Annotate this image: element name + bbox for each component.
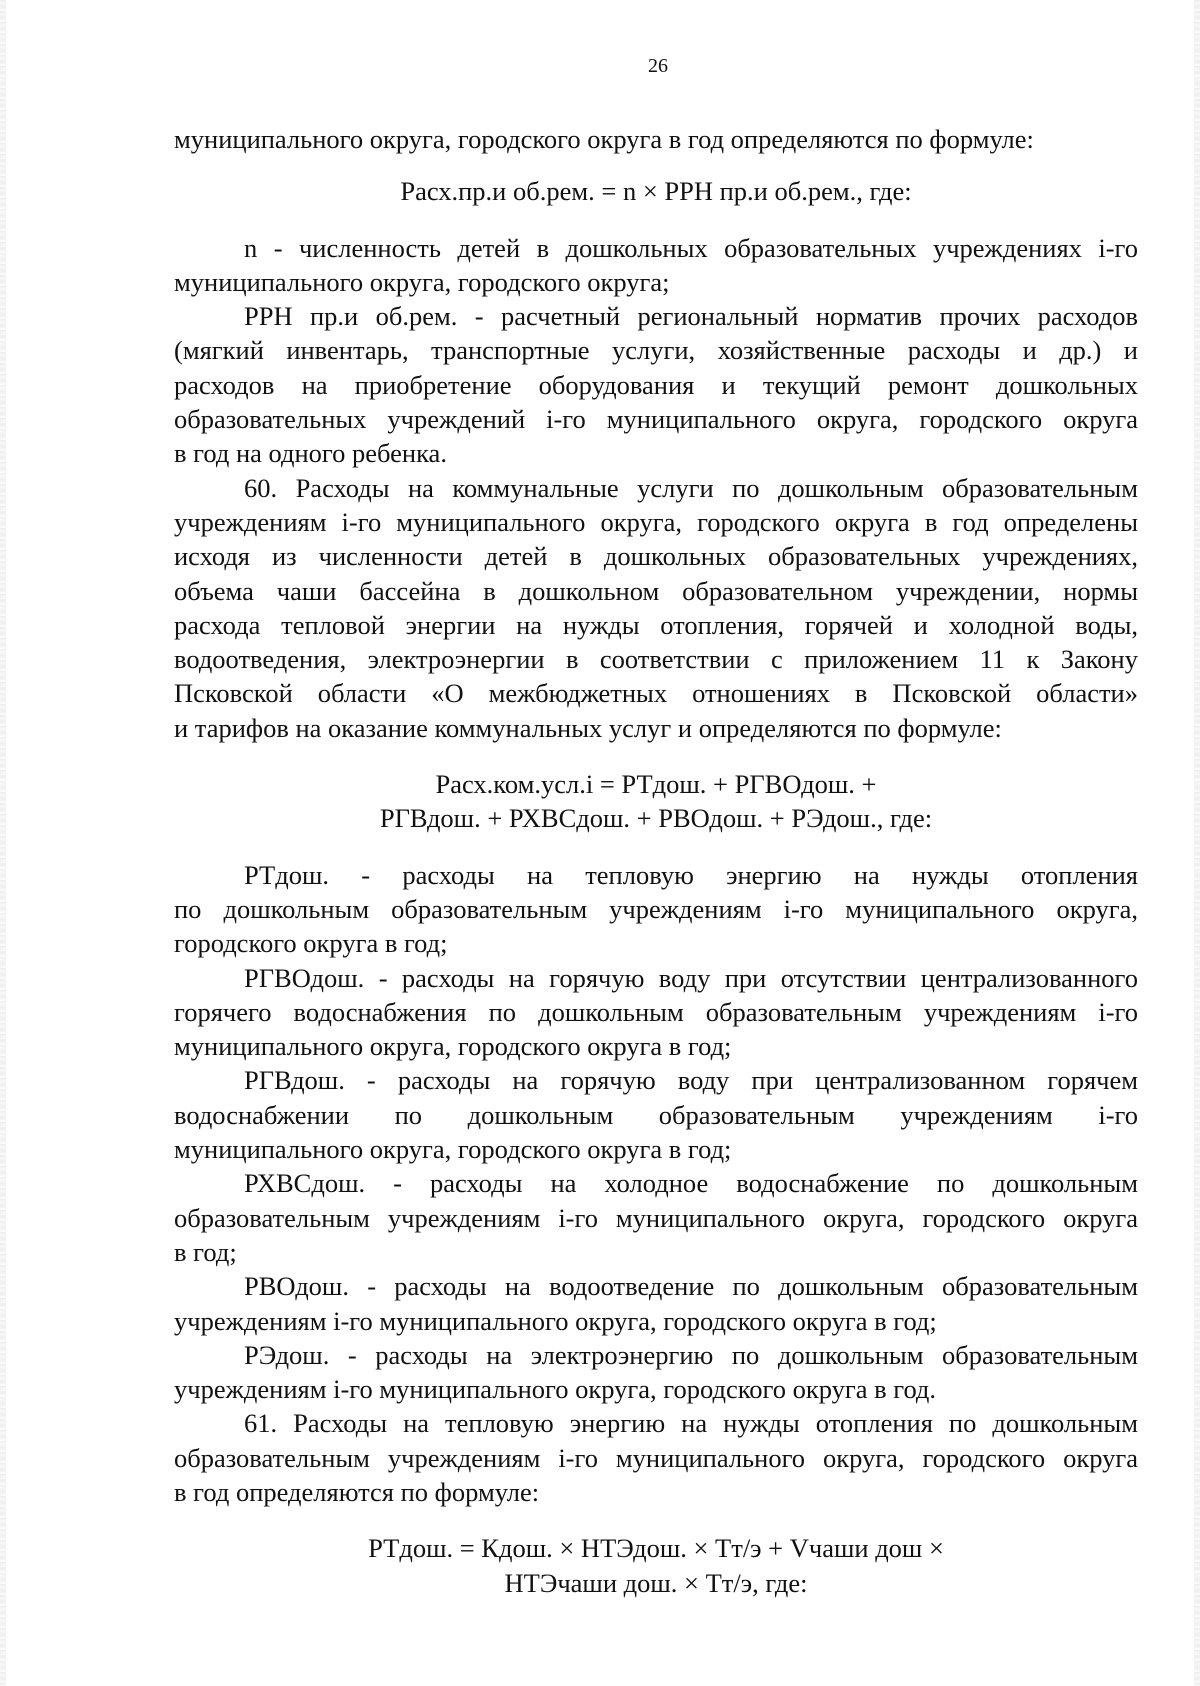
text-line: в год на одного ребенка. [174,438,447,469]
definition-line: РГВОдош. - расходы на горячую воду при отсутствии централизованного [244,962,1138,993]
text-line: исходя из численности детей в дошкольных образовательных учреждениях, [174,541,1138,572]
paragraph-61-line: 61. Расходы на тепловую энергию на нужды отопления по дошкольным [244,1408,1138,1439]
paragraph-60-line: 60. Расходы на коммунальные услуги по дошкольным образовательным [244,472,1138,503]
text-line: расходов на приобретение оборудования и текущий ремонт дошкольных [174,369,1138,400]
text-line: образовательных учреждений i-го муниципального округа, городского округа [174,404,1138,435]
scan-edge-left [0,0,6,1686]
text-line: водоснабжении по дошкольным образовательным учреждениям i-го [174,1099,1138,1130]
text-line: горячего водоснабжения по дошкольным образовательным учреждениям i-го [174,996,1138,1027]
definition-line: РХВСдош. - расходы на холодное водоснабжение по дошкольным [244,1168,1138,1199]
text-line: образовательным учреждениям i-го муниципального округа, городского округа [174,1442,1138,1473]
text-line: муниципального округа, городского округа в год определяются по формуле: [174,124,1034,154]
text-line: в год; [174,1236,237,1267]
text-line: городского округа в год; [174,928,448,959]
text-line: и тарифов на оказание коммунальных услуг и определяются по формуле: [174,712,1002,743]
text-line: муниципального округа, городского округа; [174,266,670,297]
text-line: по дошкольным образовательным учреждениям i-го муниципального округа, [174,893,1138,924]
definition-line: РЭдош. - расходы на электроэнергию по дошкольным образовательным [244,1339,1138,1370]
definition-line: n - численность детей в дошкольных образовательных учреждениях i-го [244,232,1138,263]
text-line: Псковской области «О межбюджетных отношениях в Псковской области» [174,678,1138,709]
document-body [174,122,1138,1600]
text-line: муниципального округа, городского округа в год; [174,1134,732,1165]
definition-line: РГВдош. - расходы на горячую воду при централизованном горячем [244,1065,1138,1096]
text-line: (мягкий инвентарь, транспортные услуги, хозяйственные расходы и др.) и [174,335,1138,366]
definition-line: РВОдош. - расходы на водоотведение по дошкольным образовательным [244,1271,1138,1302]
definition-line: РРН пр.и об.рем. - расчетный региональный норматив прочих расходов [244,301,1138,332]
text-line: образовательным учреждениям i-го муниципального округа, городского округа [174,1202,1138,1233]
text-line: в год определяются по формуле: [174,1476,540,1507]
text-line: учреждениям i-го муниципального округа, городского округа в год. [174,1374,937,1405]
formula-line: РГВдош. + РХВСдош. + РВОдош. + РЭдош., где: [379,803,933,834]
formula-line: Расх.пр.и об.рем. = n × РРН пр.и об.рем., где: [400,176,912,207]
scan-edge-right [1194,0,1200,1686]
text-line: объема чаши бассейна в дошкольном образовательном учреждении, нормы [174,575,1138,606]
page-number: 26 [648,55,668,77]
formula-line: Расх.ком.усл.i = РТдош. + РГВОдош. + [435,769,877,800]
text-line: учреждениям i-го муниципального округа, городского округа в год определены [174,506,1138,537]
formula-line: РТдош. = Кдош. × НТЭдош. × Тт/э + Vчаши дош × [368,1533,944,1564]
definition-line: РТдош. - расходы на тепловую энергию на нужды отопления [244,859,1138,890]
formula-line: НТЭчаши дош. × Тт/э, где: [504,1567,808,1598]
text-line: водоотведения, электроэнергии в соответствии с приложением 11 к Закону [174,644,1138,675]
text-line: учреждениям i-го муниципального округа, городского округа в год; [174,1305,937,1336]
text-line: муниципального округа, городского округа в год; [174,1031,732,1062]
text-line: расхода тепловой энергии на нужды отопления, горячей и холодной воды, [174,609,1138,640]
